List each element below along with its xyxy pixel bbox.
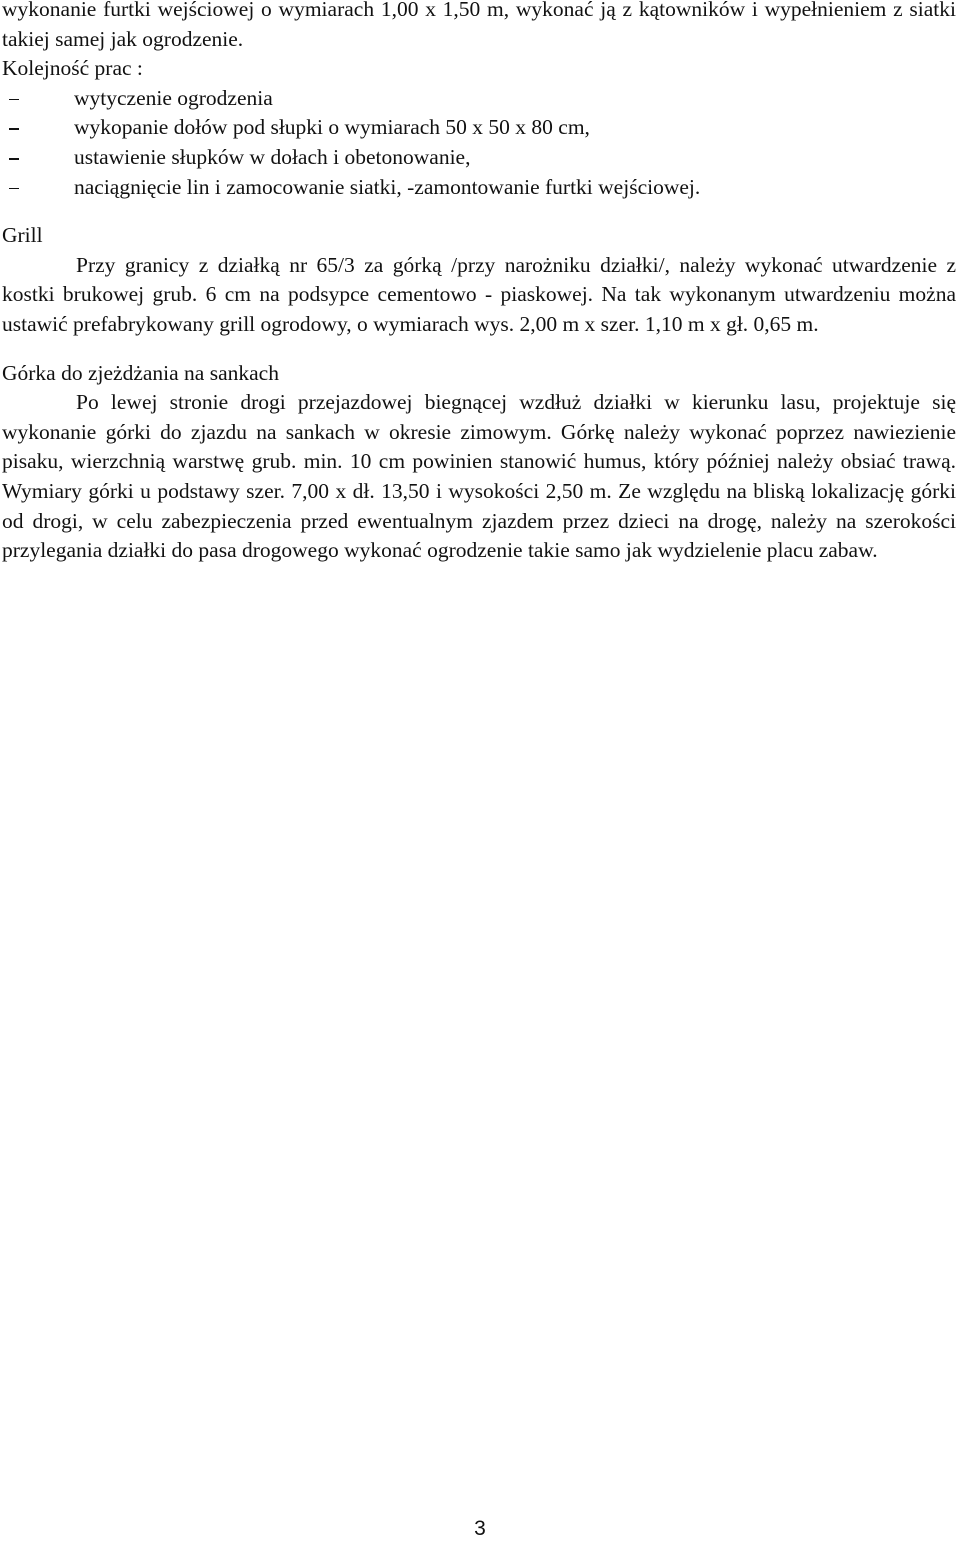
section-heading-sled-hill: Górka do zjeżdżania na sankach — [2, 360, 279, 385]
section-spacer — [2, 340, 956, 359]
page-number: 3 — [474, 1517, 486, 1540]
order-list — [2, 84, 956, 202]
section-heading-grill: Grill — [2, 223, 43, 248]
list-item-text: naciągnięcie lin i zamocowanie siatki, -zamontowanie furtki wejściowej. — [74, 174, 701, 199]
section-spacer — [2, 202, 956, 221]
document-body — [2, 0, 956, 566]
order-heading: Kolejność prac : — [2, 56, 143, 81]
intro-paragraph: wykonanie furtki wejściowej o wymiarach 1,00 x 1,50 m, wykonać ją z kątowników i wypełnieniem z siatki takiej samej jak ogrodzenie. — [2, 0, 956, 51]
list-item-text: wykopanie dołów pod słupki o wymiarach 50 x 50 x 80 cm, — [74, 115, 590, 140]
list-item — [2, 143, 956, 173]
list-item — [2, 84, 956, 114]
section-body-sled-hill: Po lewej stronie drogi przejazdowej biegnącej wzdłuż działki w kierunku lasu, projektuje się wykonanie górki do zjazdu na sankach w okresie zimowym. Górkę należy wykonać poprzez nawiezienie pisaku, wierzchnią warstwę grub. min. 10 cm powinien stanowić humus, który później należy obsiać trawą. Wymiary górki u podstawy szer. 7,00 x dł. 13,50 i wysokości 2,50 m. Ze względu na bliską lokalizację górki od drogi, w celu zabezpieczenia przed ewentualnym zjazdem przez dzieci na drogę, należy na szerokości przylegania działki do pasa drogowego wykonać ogrodzenie takie samo jak wydzielenie placu zabaw. — [2, 390, 956, 563]
list-item — [2, 113, 956, 143]
list-item-text: ustawienie słupków w dołach i obetonowanie, — [74, 144, 471, 169]
section-body-grill: Przy granicy z działką nr 65/3 za górką /przy narożniku działki/, należy wykonać utwardzenie z kostki brukowej grub. 6 cm na podsypce cementowo - piaskowej. Na tak wykonanym utwardzeniu można ustawić prefabrykowany grill ogrodowy, o wymiarach wys. 2,00 m x szer. 1,10 m x gł. 0,65 m. — [2, 252, 956, 336]
list-item-text: wytyczenie ogrodzenia — [74, 85, 273, 110]
list-item — [2, 173, 956, 203]
